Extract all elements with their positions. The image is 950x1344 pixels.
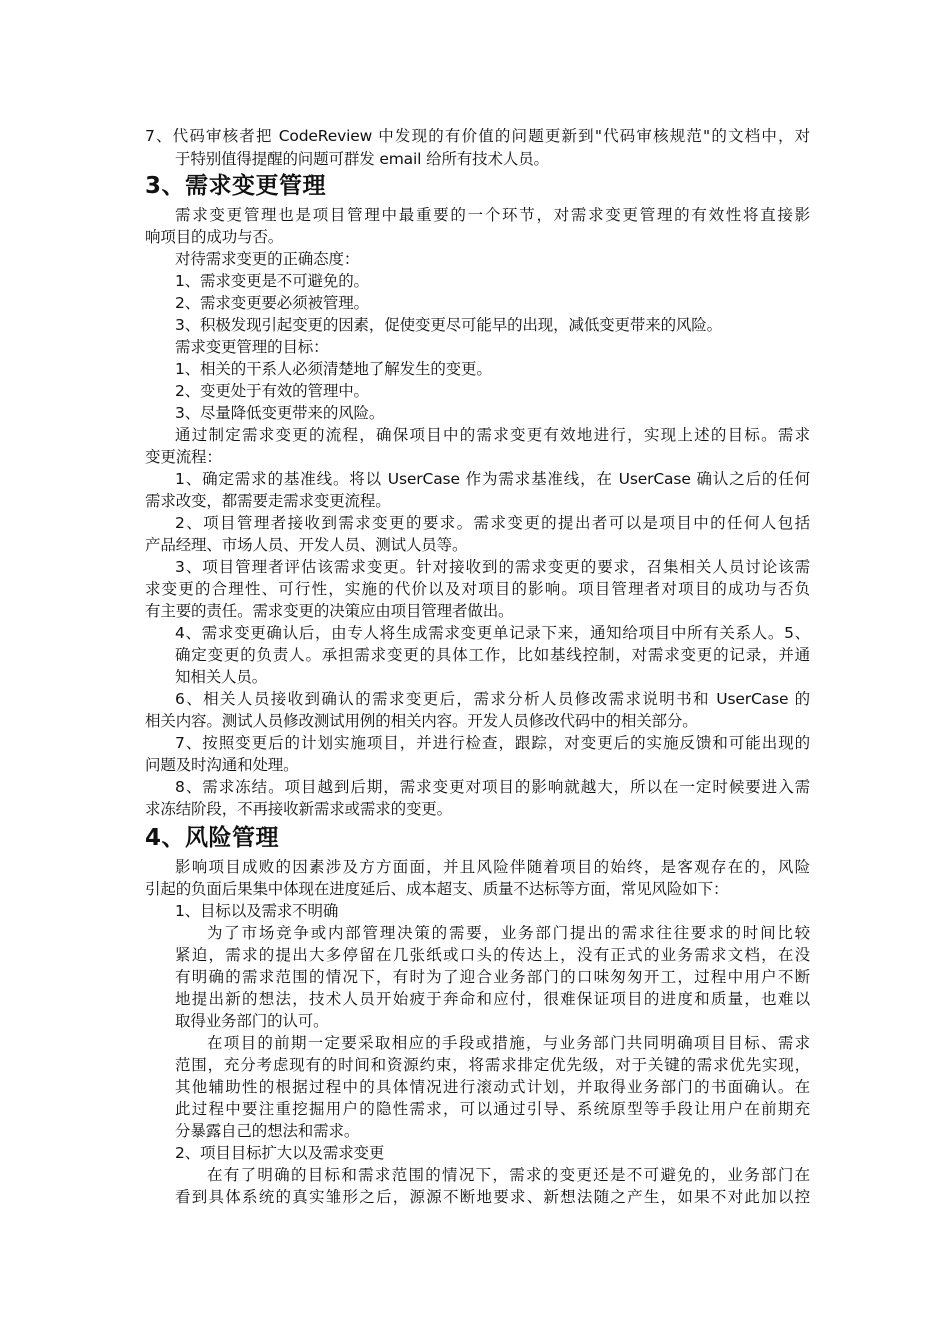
text-line: 对待需求变更的正确态度： (175, 250, 360, 268)
text-line: 响项目的成功与否。 (145, 228, 284, 246)
text-line: 引起的负面后果集中体现在进度延后、成本超支、质量不达标等方面，常见风险如下： (145, 880, 729, 898)
text-line: 3、项目管理者评估该需求变更。针对接收到的需求变更的要求，召集相关人员讨论该需 (175, 558, 810, 576)
list-item: 2、项目目标扩大以及需求变更 (175, 1144, 385, 1162)
text-line: 于特别值得提醒的问题可群发 email 给所有技术人员。 (175, 150, 549, 168)
list-item: 1、相关的干系人必须清楚地了解发生的变更。 (175, 360, 492, 378)
text-line: 6、相关人员接收到确认的需求变更后，需求分析人员修改需求说明书和 UserCase 的 (175, 690, 810, 708)
text-line: 7、代码审核者把 CodeReview 中发现的有价值的问题更新到"代码审核规范"的文档中，对 (145, 127, 810, 145)
text-line: 1、确定需求的基准线。将以 UserCase 作为需求基准线，在 UserCase 确认之后的任何 (175, 470, 810, 488)
text-line: 需求改变，都需要走需求变更流程。 (145, 492, 391, 510)
text-line: 紧迫，需求的提出大多停留在几张纸或口头的传达上，没有正式的业务需求文档，在没 (175, 946, 810, 964)
text-line: 分暴露自己的想法和需求。 (175, 1122, 360, 1140)
text-line: 在有了明确的目标和需求范围的情况下，需求的变更还是不可避免的，业务部门在 (207, 1166, 810, 1184)
text-line: 其他辅助性的根据过程中的具体情况进行滚动式计划，并取得业务部门的书面确认。在 (175, 1078, 810, 1096)
text-line: 需求变更管理也是项目管理中最重要的一个环节，对需求变更管理的有效性将直接影 (175, 206, 810, 224)
text-line: 影响项目成败的因素涉及方方面面，并且风险伴随着项目的始终，是客观存在的，风险 (175, 858, 810, 876)
text-line: 7、按照变更后的计划实施项目，并进行检查，跟踪，对变更后的实施反馈和可能出现的 (175, 734, 810, 752)
list-item: 3、尽量降低变更带来的风险。 (175, 404, 385, 422)
text-line: 有明确的需求范围的情况下，有时为了迎合业务部门的口味匆匆开工，过程中用户不断 (175, 968, 810, 986)
text-line: 取得业务部门的认可。 (175, 1012, 329, 1030)
text-line: 产品经理、市场人员、开发人员、测试人员等。 (145, 536, 468, 554)
list-item: 3、积极发现引起变更的因素，促使变更尽可能早的出现，减低变更带来的风险。 (175, 316, 722, 334)
text-line: 8、需求冻结。项目越到后期，需求变更对项目的影响就越大，所以在一定时候要进入需 (175, 778, 810, 796)
text-line: 有主要的责任。需求变更的决策应由项目管理者做出。 (145, 602, 514, 620)
text-line: 变更流程： (145, 448, 222, 466)
list-item: 1、需求变更是不可避免的。 (175, 272, 369, 290)
text-line: 在项目的前期一定要采取相应的手段或措施，与业务部门共同明确项目目标、需求 (207, 1034, 810, 1052)
text-line: 求变更的合理性、可行性，实施的代价以及对项目的影响。项目管理者对项目的成功与否负 (145, 580, 810, 598)
text-line: 相关内容。测试人员修改测试用例的相关内容。开发人员修改代码中的相关部分。 (145, 712, 698, 730)
text-line: 范围，充分考虑现有的时间和资源约束，将需求排定优先级，对于关键的需求优先实现， (175, 1056, 810, 1074)
section-heading: 4、风险管理 (145, 825, 280, 851)
text-line: 求冻结阶段，不再接收新需求或需求的变更。 (145, 800, 453, 818)
text-line: 确定变更的负责人。承担需求变更的具体工作，比如基线控制，对需求变更的记录，并通 (175, 646, 810, 664)
text-line: 为了市场竞争或内部管理决策的需要，业务部门提出的需求往往要求的时间比较 (207, 924, 810, 942)
text-line: 知相关人员。 (175, 668, 268, 686)
text-line: 此过程中要注重挖掘用户的隐性需求，可以通过引导、系统原型等手段让用户在前期充 (175, 1100, 810, 1118)
text-line: 4、需求变更确认后，由专人将生成需求变更单记录下来，通知给项目中所有关系人。5、 (175, 624, 810, 642)
list-item: 2、需求变更要必须被管理。 (175, 294, 369, 312)
list-item: 1、目标以及需求不明确 (175, 902, 339, 920)
text-line: 2、项目管理者接收到需求变更的要求。需求变更的提出者可以是项目中的任何人包括 (175, 514, 810, 532)
section-heading: 3、需求变更管理 (145, 173, 327, 199)
list-item: 2、变更处于有效的管理中。 (175, 382, 369, 400)
text-line: 看到具体系统的真实雏形之后，源源不断地要求、新想法随之产生，如果不对此加以控 (175, 1188, 810, 1206)
text-line: 需求变更管理的目标： (175, 338, 329, 356)
text-line: 地提出新的想法，技术人员开始疲于奔命和应付，很难保证项目的进度和质量，也难以 (175, 990, 810, 1008)
text-line: 问题及时沟通和处理。 (145, 756, 299, 774)
text-line: 通过制定需求变更的流程，确保项目中的需求变更有效地进行，实现上述的目标。需求 (175, 426, 810, 444)
